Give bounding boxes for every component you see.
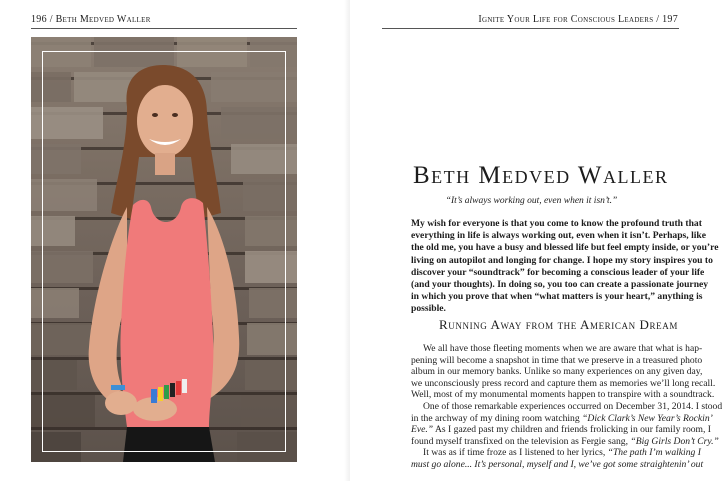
chapter-title: Beth Medved Waller: [413, 162, 669, 189]
running-head-left: 196 / Beth Medved Waller: [31, 14, 151, 25]
intro-paragraph: [411, 218, 719, 316]
intro-line: in which you prove that when “what matters is your heart,” anything is: [411, 291, 703, 303]
body-line: One of those remarkable experiences occurred on December 31, 2014. I stood: [423, 400, 722, 412]
body-line: It was as if time froze as I listened to her lyrics, “The path I’m walking I: [423, 447, 701, 459]
epigraph-quote: “It’s always working out, even when it isn’t.”: [445, 196, 618, 206]
body-line: We all have those fleeting moments when we are aware that what is hap-: [423, 343, 703, 354]
body-line: we unconsciously press record and capture them as memories we’ll long recall.: [411, 377, 716, 389]
intro-line: living on autopilot and longing for change. I hope my story inspires you to: [411, 254, 713, 266]
body-line: Eve.” As I gazed past my children and friends frolicking in our family room, I: [411, 424, 712, 436]
intro-line: everything in life is always working out, even when it isn’t. Perhaps, like: [411, 230, 707, 242]
photo-inner-frame: [42, 51, 286, 452]
running-head-right: Ignite Your Life for Conscious Leaders / 197: [478, 14, 678, 25]
header-rule-left: [31, 28, 297, 29]
body-line: must go alone... It’s personal, myself and I, we’ve got some straightenin’ out: [411, 458, 704, 470]
left-page: [0, 0, 350, 481]
header-rule-right: [382, 28, 679, 29]
body-line: in the archway of my dining room watching “Dick Clark’s New Year’s Rockin’: [411, 412, 713, 424]
intro-line: (and your thoughts). In doing so, you too can create a passionate journey: [411, 279, 709, 291]
intro-line: possible.: [411, 303, 446, 315]
intro-line: discover your “soundtrack” for becoming a conscious leader of your life: [411, 266, 705, 278]
body-line: found myself transfixed on the television as Fergie sang, “Big Girls Don’t Cry.”: [411, 435, 719, 447]
section-heading: Running Away from the American Dream: [439, 317, 678, 332]
body-line: Well, most of my monumental moments happen to transpire with a soundtrack.: [411, 389, 715, 401]
intro-line: My wish for everyone is that you come to know the profound truth that: [411, 218, 702, 229]
intro-line: the old me, you have a busy and blessed life but feel empty inside, or you’re: [411, 242, 719, 254]
body-text: [411, 343, 722, 471]
body-line: pening will become a snapshot in time that we preserve in a treasured photo: [411, 354, 703, 366]
body-line: album in our memory banks. Unlike so many experiences on any given day,: [411, 366, 703, 378]
